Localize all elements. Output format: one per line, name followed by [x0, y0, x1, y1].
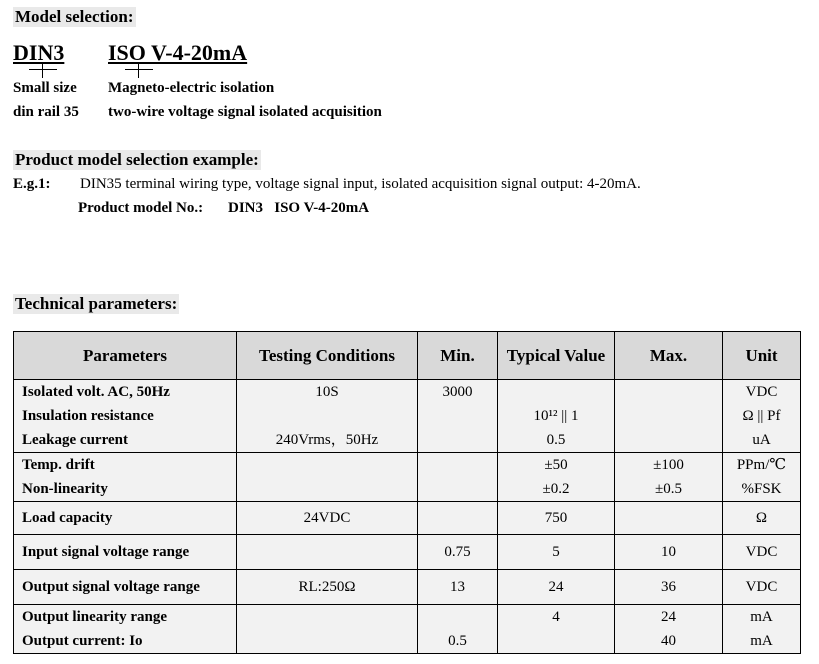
- cell-line: Output signal voltage range: [22, 579, 200, 595]
- table-cell: [723, 453, 801, 502]
- table-cell: [498, 605, 615, 654]
- cell-line: 24: [548, 579, 564, 595]
- cell-line: ±50: [544, 457, 568, 473]
- cell-line: [418, 404, 497, 428]
- cell-line: Temp. drift: [22, 457, 95, 473]
- cell-line: Non-linearity: [22, 481, 108, 497]
- cell-line: [237, 605, 417, 629]
- cell-line: Insulation resistance: [22, 408, 154, 424]
- table-row: [14, 605, 801, 654]
- model-selection-heading: Model selection:: [15, 7, 134, 26]
- cell-line: 10S: [315, 384, 339, 400]
- cell-line: 24VDC: [303, 510, 351, 526]
- column-header: Parameters: [14, 332, 237, 380]
- cell-line: 0.75: [444, 544, 471, 560]
- table-cell: [418, 535, 498, 570]
- table-cell: [615, 453, 723, 502]
- table-cell: [237, 535, 418, 570]
- table-cell: [14, 380, 237, 453]
- table-cell: [418, 502, 498, 535]
- table-cell: [14, 453, 237, 502]
- cell-line: [418, 477, 497, 501]
- table-cell: [237, 453, 418, 502]
- cell-line: VDC: [745, 544, 778, 560]
- cell-line: 0.5: [448, 633, 467, 649]
- cell-line: [615, 404, 722, 428]
- cell-line: Output current: Io: [22, 633, 143, 649]
- cell-line: ±0.2: [542, 481, 570, 497]
- cell-line: 4: [552, 609, 560, 625]
- desc-2-line1: Magneto-electric isolation: [108, 80, 275, 96]
- pointer-mark-iso: [138, 63, 139, 78]
- cell-line: Leakage current: [22, 432, 128, 448]
- table-cell: [14, 570, 237, 605]
- cell-line: 0.5: [546, 432, 566, 448]
- column-header: Typical Value: [498, 332, 615, 380]
- technical-heading: Technical parameters:: [15, 294, 178, 313]
- cell-line: [418, 605, 497, 629]
- cell-line: [615, 380, 722, 404]
- example-heading: Product model selection example:: [15, 150, 259, 169]
- cell-line: PPm/℃: [736, 457, 787, 473]
- cell-line: 750: [544, 510, 568, 526]
- table-cell: [14, 502, 237, 535]
- cell-line: 3000: [442, 384, 473, 400]
- table-cell: [723, 380, 801, 453]
- cell-line: VDC: [745, 384, 778, 400]
- cell-line: ±0.5: [655, 481, 682, 497]
- table-cell: [498, 502, 615, 535]
- cell-line: 40: [661, 633, 676, 649]
- table-cell: [498, 570, 615, 605]
- model-code-din3: DIN3: [13, 40, 65, 65]
- cell-line: [498, 380, 614, 404]
- cell-line: 36: [661, 579, 676, 595]
- cell-line: [418, 453, 497, 477]
- table-row: [14, 570, 801, 605]
- table-row: [14, 380, 801, 453]
- table-cell: [615, 380, 723, 453]
- column-header: Min.: [418, 332, 498, 380]
- cell-line: [237, 629, 417, 653]
- cell-line: [615, 506, 722, 530]
- table-cell: [237, 570, 418, 605]
- desc-1-line2: din rail 35: [13, 104, 79, 120]
- cell-line: %FSK: [741, 481, 782, 497]
- cell-line: Load capacity: [22, 510, 113, 526]
- table-cell: [237, 380, 418, 453]
- table-cell: [615, 502, 723, 535]
- table-cell: [723, 535, 801, 570]
- example-model-value: DIN3 ISO V-4-20mA: [228, 200, 370, 216]
- cell-line: 10: [661, 544, 676, 560]
- cell-line: Ω || Pf: [742, 408, 781, 424]
- model-code-iso: ISO V-4-20mA: [108, 40, 248, 65]
- cell-line: [418, 428, 497, 452]
- cell-line: 240Vrms，50Hz: [275, 432, 379, 448]
- cell-line: [237, 453, 417, 477]
- column-header: Testing Conditions: [237, 332, 418, 380]
- table-cell: [498, 535, 615, 570]
- desc-2-line2: two-wire voltage signal isolated acquisition: [108, 104, 382, 120]
- cell-line: [237, 540, 417, 564]
- cell-line: 5: [552, 544, 560, 560]
- table-cell: [237, 502, 418, 535]
- table-row: [14, 502, 801, 535]
- column-header: Unit: [723, 332, 801, 380]
- cell-line: mA: [750, 633, 773, 649]
- table-cell: [418, 570, 498, 605]
- table-row: [14, 535, 801, 570]
- technical-parameters-table: [13, 331, 801, 654]
- pointer-mark-din3: [42, 63, 43, 78]
- cell-line: 13: [450, 579, 465, 595]
- table-cell: [723, 570, 801, 605]
- cell-line: [498, 629, 614, 653]
- cell-line: Ω: [755, 510, 768, 526]
- cell-line: Isolated volt. AC, 50Hz: [22, 384, 170, 400]
- cell-line: [615, 428, 722, 452]
- desc-1-line1: Small size: [13, 80, 77, 96]
- table-cell: [615, 605, 723, 654]
- table-cell: [723, 502, 801, 535]
- cell-line: Input signal voltage range: [22, 544, 190, 560]
- table-cell: [14, 535, 237, 570]
- example-model-label: Product model No.:: [78, 200, 204, 216]
- table-cell: [615, 535, 723, 570]
- table-cell: [723, 605, 801, 654]
- table-cell: [237, 605, 418, 654]
- column-header: Max.: [615, 332, 723, 380]
- table-cell: [14, 605, 237, 654]
- cell-line: VDC: [745, 579, 778, 595]
- table-header-row: [14, 332, 801, 380]
- cell-line: ±100: [653, 457, 684, 473]
- cell-line: [237, 477, 417, 501]
- table-cell: [615, 570, 723, 605]
- table-cell: [498, 453, 615, 502]
- cell-line: [418, 506, 497, 530]
- cell-line: [237, 404, 417, 428]
- cell-line: 24: [661, 609, 676, 625]
- example-label: E.g.1:: [13, 176, 51, 192]
- table-cell: [418, 380, 498, 453]
- table-cell: [418, 453, 498, 502]
- table-row: [14, 453, 801, 502]
- example-text: DIN35 terminal wiring type, voltage signal input, isolated acquisition signal output: 4-20mA.: [80, 176, 641, 192]
- cell-line: 10¹² || 1: [533, 408, 579, 424]
- table-cell: [498, 380, 615, 453]
- cell-line: RL:250Ω: [298, 579, 356, 595]
- table-cell: [418, 605, 498, 654]
- cell-line: uA: [752, 432, 771, 448]
- cell-line: Output linearity range: [22, 609, 167, 625]
- cell-line: mA: [750, 609, 773, 625]
